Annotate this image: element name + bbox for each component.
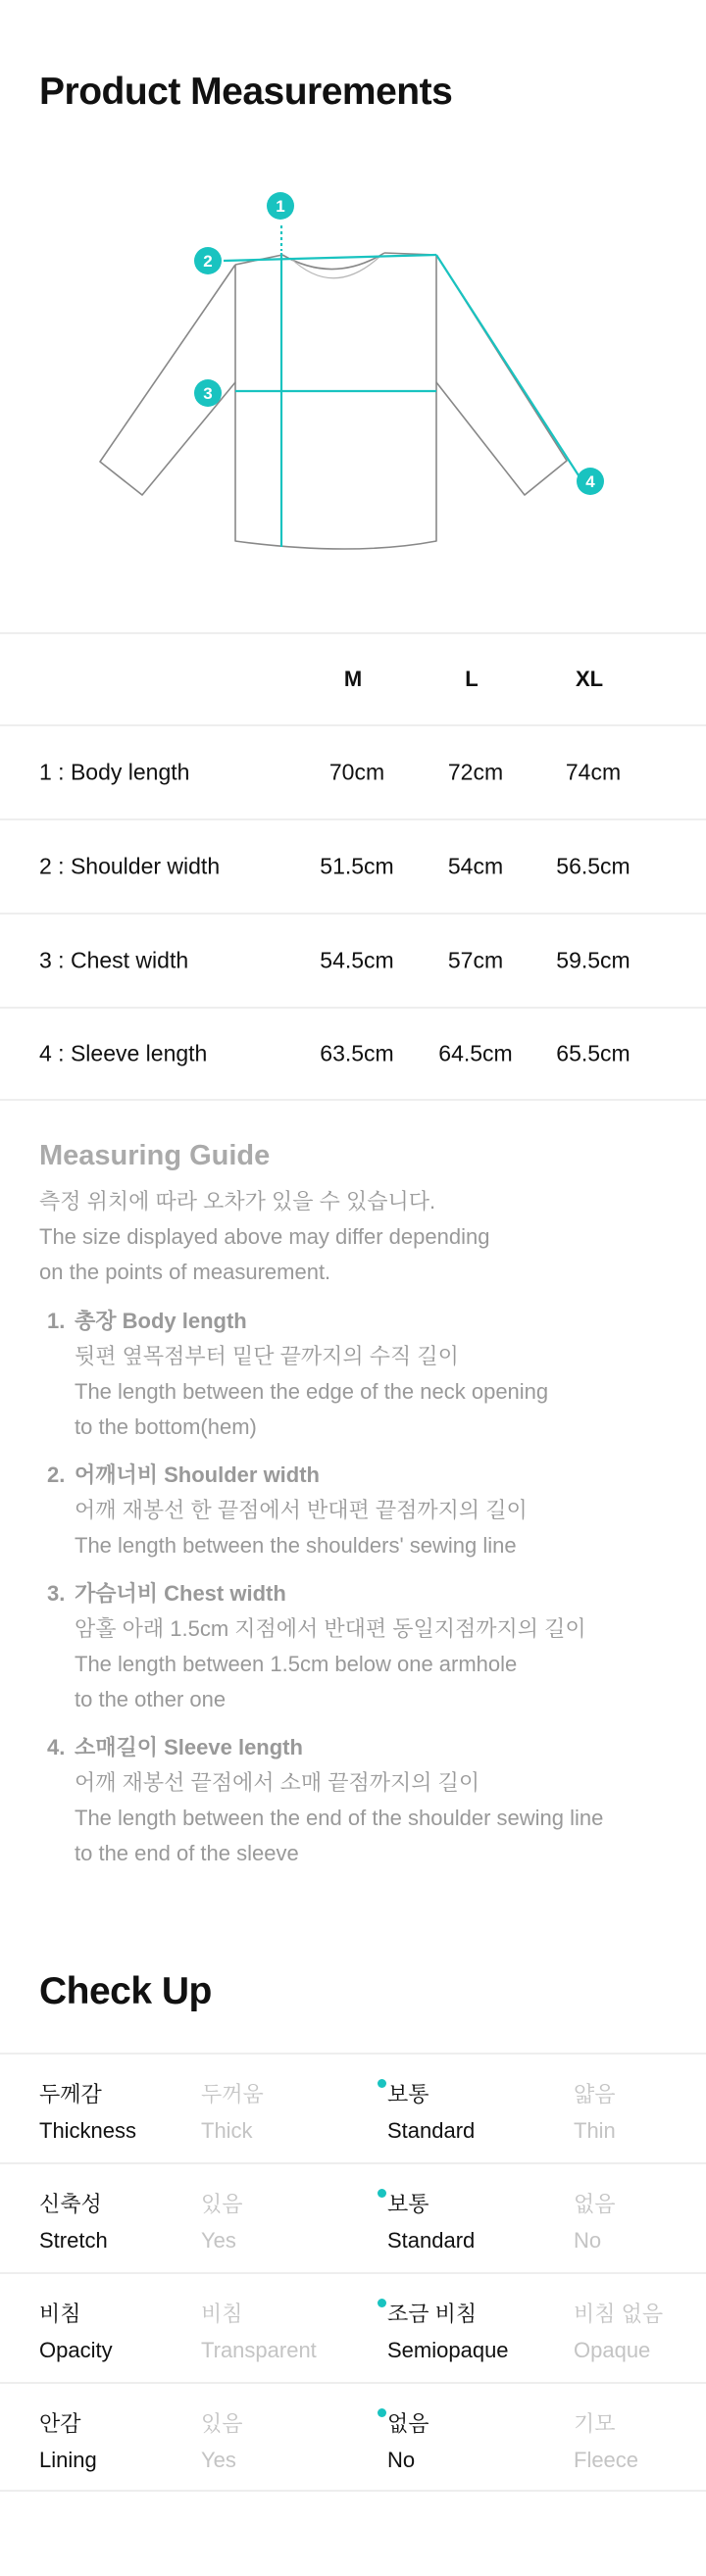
option-ko: 조금 비침 <box>387 2302 478 2326</box>
option-en: Fleece <box>574 2448 639 2472</box>
guide-item-number: 3. <box>47 1581 66 1606</box>
checkup-row-stretch <box>0 2162 706 2272</box>
value-l: 72cm <box>447 759 504 785</box>
size-table-header <box>0 632 706 724</box>
attribute-name <box>39 2186 108 2258</box>
option-en: No <box>387 2448 416 2472</box>
value-m: 54.5cm <box>320 947 394 973</box>
guide-title: Measuring Guide <box>39 1140 271 1171</box>
svg-text:3: 3 <box>203 384 213 403</box>
guide-item-heading: 어깨너비 Shoulder width <box>75 1462 320 1487</box>
option-en: Semiopaque <box>387 2338 509 2362</box>
guide-item-line: 어깨 재봉선 한 끝점에서 반대편 끝점까지의 길이 <box>75 1498 528 1522</box>
guide-item-heading: 가슴너비 Chest width <box>75 1581 286 1606</box>
checkup-title: Check Up <box>39 1970 212 2012</box>
value-xl: 59.5cm <box>556 947 630 973</box>
selected-dot-icon <box>378 2408 386 2417</box>
option-ko: 있음 <box>201 2192 243 2216</box>
row-label: 1 : Body length <box>39 759 190 785</box>
measuring-guide <box>39 1140 677 1884</box>
column-header-l: L <box>465 667 479 691</box>
size-row-sleeve-length <box>0 1007 706 1101</box>
value-l: 57cm <box>447 947 504 973</box>
option-ko: 비침 없음 <box>574 2302 664 2326</box>
attribute-name-ko: 비침 <box>39 2302 81 2326</box>
value-xl: 65.5cm <box>556 1040 630 1066</box>
guide-item-shoulder-width <box>39 1458 677 1563</box>
guide-item-heading: 총장 Body length <box>75 1309 247 1333</box>
size-table <box>0 632 706 1101</box>
value-xl: 56.5cm <box>556 853 630 879</box>
option-en: Transparent <box>201 2338 317 2362</box>
guide-item-number: 2. <box>47 1462 66 1487</box>
value-m: 63.5cm <box>320 1040 394 1066</box>
measurements-title: Product Measurements <box>39 71 453 113</box>
guide-item-line: The length between the end of the shoulder sewing line <box>75 1806 604 1830</box>
garment-outline <box>100 253 567 549</box>
guide-item-heading: 소매길이 Sleeve length <box>75 1735 303 1759</box>
guide-item-number: 1. <box>47 1309 66 1333</box>
value-xl: 74cm <box>565 759 622 785</box>
guide-intro-en-line-2: on the points of measurement. <box>39 1260 331 1284</box>
option-ko: 있음 <box>201 2411 243 2436</box>
option <box>574 2076 616 2149</box>
option-en: Thin <box>574 2118 616 2143</box>
column-header-m: M <box>343 667 363 691</box>
attribute-name-ko: 안감 <box>39 2411 81 2436</box>
option <box>201 2076 264 2149</box>
row-label: 4 : Sleeve length <box>39 1040 208 1066</box>
selected-dot-icon <box>378 2079 386 2088</box>
guide-item-number: 4. <box>47 1735 66 1759</box>
option-selected <box>387 2296 509 2368</box>
checkup-row-lining <box>0 2382 706 2492</box>
option-en: Thick <box>201 2118 253 2143</box>
marker-3 <box>194 379 222 407</box>
value-l: 54cm <box>447 853 504 879</box>
attribute-name-en: Stretch <box>39 2228 108 2253</box>
checkup-row-opacity <box>0 2272 706 2382</box>
attribute-name <box>39 2076 136 2149</box>
value-m: 51.5cm <box>320 853 394 879</box>
guide-item-line: 뒷편 옆목점부터 밑단 끝까지의 수직 길이 <box>75 1344 459 1368</box>
option-ko: 얇음 <box>574 2082 616 2106</box>
option-selected <box>387 2186 475 2258</box>
value-m: 70cm <box>328 759 385 785</box>
option-en: No <box>574 2228 602 2253</box>
guide-item-chest-width <box>39 1576 677 1717</box>
guide-list <box>39 1304 677 1871</box>
attribute-name-ko: 신축성 <box>39 2192 102 2216</box>
option <box>201 2296 317 2368</box>
attribute-name-en: Opacity <box>39 2338 113 2362</box>
row-label: 3 : Chest width <box>39 947 189 973</box>
option-selected <box>387 2076 475 2149</box>
size-row-shoulder-width <box>0 818 706 913</box>
option-ko: 보통 <box>387 2082 429 2106</box>
option <box>574 2186 616 2258</box>
guide-item-line: to the end of the sleeve <box>75 1841 299 1865</box>
option-ko: 두꺼움 <box>201 2082 264 2106</box>
attribute-name-ko: 두께감 <box>39 2082 102 2106</box>
guide-item-body-length <box>39 1304 677 1445</box>
guide-item-line: to the bottom(hem) <box>75 1414 257 1439</box>
option-ko: 보통 <box>387 2192 429 2216</box>
selected-dot-icon <box>378 2189 386 2198</box>
guide-intro-en-line-1: The size displayed above may differ depending <box>39 1224 490 1249</box>
size-row-body-length <box>0 724 706 818</box>
marker-4 <box>577 468 604 495</box>
guide-intro-ko: 측정 위치에 따라 오차가 있을 수 있습니다. <box>39 1189 436 1214</box>
option-ko: 없음 <box>574 2192 616 2216</box>
attribute-name-en: Lining <box>39 2448 97 2472</box>
size-row-chest-width <box>0 913 706 1007</box>
checkup-table <box>0 2053 706 2492</box>
svg-text:1: 1 <box>276 197 285 216</box>
option-selected <box>387 2405 429 2478</box>
row-label: 2 : Shoulder width <box>39 853 221 879</box>
guide-item-line: The length between the shoulders' sewing line <box>75 1533 517 1558</box>
svg-text:2: 2 <box>203 252 213 271</box>
attribute-name <box>39 2296 113 2368</box>
option-ko: 비침 <box>201 2302 243 2326</box>
marker-1 <box>267 192 294 220</box>
option <box>201 2405 243 2478</box>
option-ko: 없음 <box>387 2411 429 2436</box>
option-en: Standard <box>387 2228 476 2253</box>
value-l: 64.5cm <box>438 1040 513 1066</box>
option <box>201 2186 243 2258</box>
selected-dot-icon <box>378 2299 386 2307</box>
option-en: Standard <box>387 2118 476 2143</box>
checkup-row-thickness <box>0 2053 706 2162</box>
guide-item-sleeve-length <box>39 1730 677 1871</box>
column-header-xl: XL <box>575 667 604 691</box>
guide-item-line: The length between 1.5cm below one armhole <box>75 1652 518 1676</box>
option-en: Yes <box>201 2228 236 2253</box>
svg-text:4: 4 <box>585 472 595 491</box>
attribute-name-en: Thickness <box>39 2118 137 2143</box>
option-en: Opaque <box>574 2338 651 2362</box>
attribute-name <box>39 2405 97 2478</box>
guide-item-line: to the other one <box>75 1687 227 1711</box>
guide-item-line: 암홀 아래 1.5cm 지점에서 반대편 동일지점까지의 길이 <box>75 1616 586 1641</box>
guide-item-line: The length between the edge of the neck opening <box>75 1379 549 1404</box>
option <box>574 2296 663 2368</box>
option <box>574 2405 638 2478</box>
measure-lines <box>224 225 579 547</box>
guide-item-line: 어깨 재봉선 끝점에서 소매 끝점까지의 길이 <box>75 1770 480 1795</box>
option-en: Yes <box>201 2448 236 2472</box>
marker-2 <box>194 247 222 274</box>
garment-measurement-diagram <box>0 176 706 569</box>
option-ko: 기모 <box>574 2411 616 2436</box>
